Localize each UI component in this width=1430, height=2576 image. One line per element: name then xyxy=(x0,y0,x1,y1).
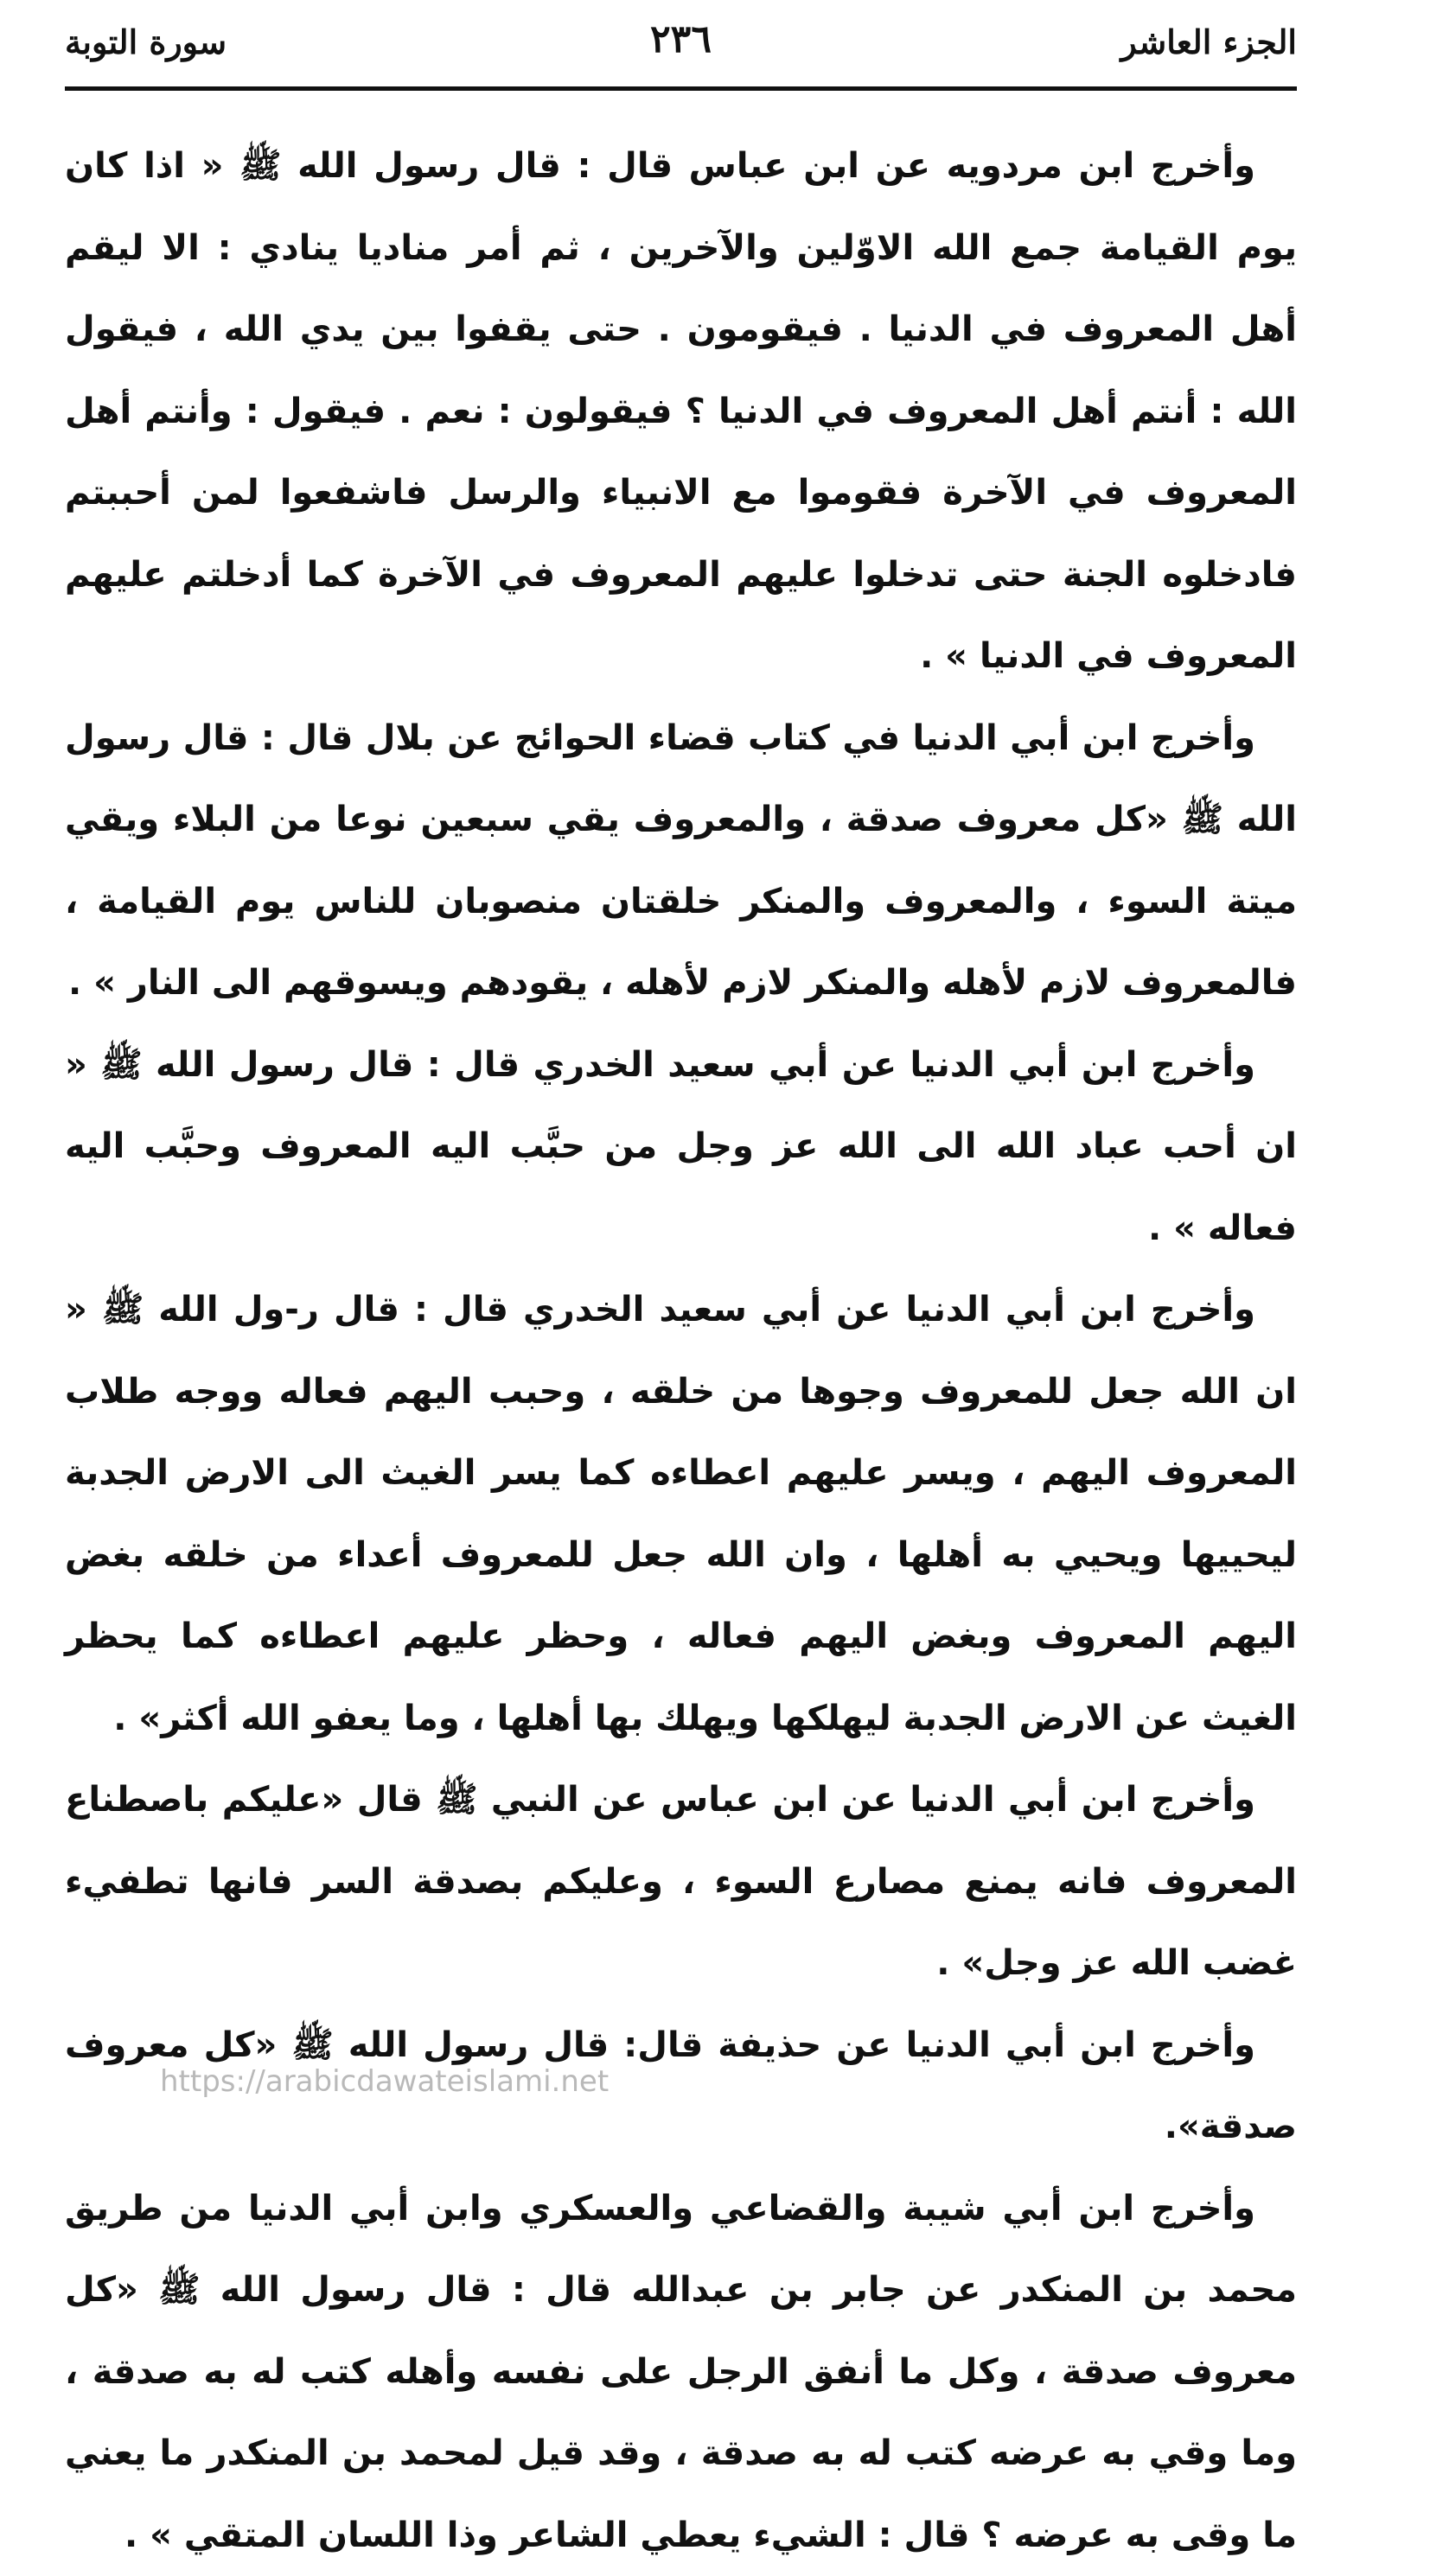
surah-label: سورة التوبة xyxy=(65,22,227,61)
juz-label: الجزء العاشر xyxy=(1120,22,1297,61)
paragraph-bilal: وأخرج ابن أبي الدنيا في كتاب قضاء الحوائج عن بلال قال : قال رسول الله ﷺ «كل معروف صدقة ، والمعروف يقي سبعين نوعا من البلاء ويقي ميتة السوء ، والمعروف والمنكر خلقتان منصوبان للناس يوم القيامة ، فالمعروف لازم لأهله والمنكر لازم لأهله ، يقودهم ويسوقهم الى النار » . xyxy=(65,698,1297,1024)
paragraph-jabir: وأخرج ابن أبي شيبة والقضاعي والعسكري وابن أبي الدنيا من طريق محمد بن المنكدر عن جابر بن عبدالله قال : قال رسول الله ﷺ «كل معروف صدقة ، وكل ما أنفق الرجل على نفسه وأهله كتب له به صدقة ، وما وقي به عرضه كتب له به صدقة ، وقد قيل لمحمد بن المنكدر ما يعني ما وقى به عرضه ؟ قال : الشيء يعطي الشاعر وذا اللسان المتقي » . xyxy=(65,2168,1297,2576)
paragraph-abu-said-1: وأخرج ابن أبي الدنيا عن أبي سعيد الخدري قال : قال رسول الله ﷺ « ان أحب عباد الله الى الله عز وجل من حبَّب اليه المعروف وحبَّب اليه فعاله » . xyxy=(65,1024,1297,1270)
header-divider xyxy=(65,86,1297,91)
paragraph-abu-said-2: وأخرج ابن أبي الدنيا عن أبي سعيد الخدري قال : قال ر-ول الله ﷺ « ان الله جعل للمعروف وجوها من خلقه ، وحبب اليهم فعاله ووجه طلاب المعروف اليهم ، ويسر عليهم اعطاءه كما يسر الغيث الى الارض الجدبة ليحييها ويحيي به أهلها ، وان الله جعل للمعروف أعداء من خلقه بغض اليهم المعروف وبغض اليهم فعاله ، وحظر عليهم اعطاءه كما يحظر الغيث عن الارض الجدبة ليهلكها ويهلك بها أهلها ، وما يعفو الله أكثر» . xyxy=(65,1269,1297,1759)
watermark-url: https://arabicdawateislami.net xyxy=(160,2064,644,2099)
paragraph-ibn-abbas: وأخرج ابن أبي الدنيا عن ابن عباس عن النبي ﷺ قال «عليكم باصطناع المعروف فانه يمنع مصارع السوء ، وعليكم بصدقة السر فانها تطفيء غضب الله عز وجل» . xyxy=(65,1759,1297,2005)
paragraph-hudhayfah: وأخرج ابن أبي الدنيا عن حذيفة قال: قال رسول الله ﷺ «كل معروف صدقة». xyxy=(65,2005,1297,2168)
paragraph-ibn-marduyah: وأخرج ابن مردويه عن ابن عباس قال : قال رسول الله ﷺ « اذا كان يوم القيامة جمع الله الاوّلين والآخرين ، ثم أمر مناديا ينادي : الا ليقم أهل المعروف في الدنيا . فيقومون . حتى يقفوا بين يدي الله ، فيقول الله : أنتم أهل المعروف في الدنيا ؟ فيقولون : نعم . فيقول : وأنتم أهل المعروف في الآخرة فقوموا مع الانبياء والرسل فاشفعوا لمن أحببتم فادخلوه الجنة حتى تدخلوا عليهم المعروف في الآخرة كما أدخلتم عليهم المعروف في الدنيا » . xyxy=(65,125,1297,698)
running-head xyxy=(65,5,1297,83)
body-text xyxy=(65,125,1297,2576)
page-number: ٢٣٦ xyxy=(650,17,712,61)
